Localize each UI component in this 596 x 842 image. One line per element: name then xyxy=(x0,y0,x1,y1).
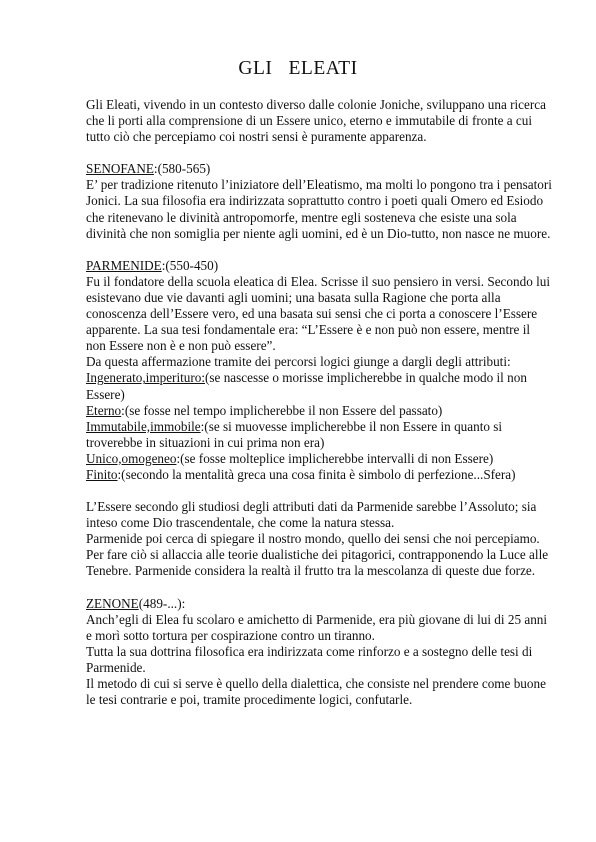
parmenide-name: PARMENIDE xyxy=(86,257,162,273)
page-title: GLI ELEATI xyxy=(238,58,358,79)
zenone-line: Il metodo di cui si serve è quello della dialettica, che consiste nel prendere come buone le tesi contrarie e poi, tramite procedimente logici, confutarle. xyxy=(86,676,546,708)
parmenide-heading xyxy=(86,258,552,274)
senofane-dates: :(580-565) xyxy=(153,161,211,177)
attribute-term: Immutabile,immobile xyxy=(86,418,201,434)
zenone-heading xyxy=(86,596,552,612)
paragraph-gap xyxy=(86,242,552,258)
document-body xyxy=(86,97,552,708)
parmenide-dates: :(550-450) xyxy=(161,257,219,273)
attribute-term: Unico,omogeneo xyxy=(86,450,177,466)
paragraph-gap xyxy=(86,580,552,596)
attribute-desc: :(se fosse molteplice implicherebbe intervalli di non Essere) xyxy=(176,450,494,466)
attribute-item xyxy=(86,451,552,467)
attribute-item xyxy=(86,370,552,402)
parmenide-attributes-intro: Da questa affermazione tramite dei percorsi logici giunge a dargli degli attributi: xyxy=(86,354,511,370)
parmenide-text: Fu il fondatore della scuola eleatica di Elea. Scrisse il suo pensiero in versi. Secondo lui esistevano due vie davanti agli uomini; una basata sulla Ragione che porta alla conoscenza dell’Essere vero, ed una basata sui sensi che ci porta a conoscere l’Essere apparente. La sua tesi fondamentale era: “L’Essere è e non può non essere, mentre il non Essere non è e non può essere”. xyxy=(86,273,551,354)
paragraph-gap xyxy=(86,483,552,499)
attribute-term: Ingenerato,imperituro: xyxy=(86,370,206,386)
attribute-term: Eterno xyxy=(86,402,122,418)
intro-paragraph: Gli Eleati, vivendo in un contesto diverso dalle colonie Joniche, sviluppano una ricerca che li porti alla comprensione di un Essere unico, eterno e immutabile di fronte a cui tutto ciò che percepiamo coi nostri sensi è puramente apparenza. xyxy=(86,97,546,145)
zenone-dates: (489-...): xyxy=(138,595,186,611)
senofane-heading xyxy=(86,161,552,177)
attribute-desc: :(se fosse nel tempo implicherebbe il non Essere del passato) xyxy=(121,402,443,418)
paragraph-gap xyxy=(86,145,552,161)
parmenide-mondo-paragraph: Parmenide poi cerca di spiegare il nostro mondo, quello dei sensi che noi percepiamo. xyxy=(86,531,540,547)
attribute-desc: :(secondo la mentalità greca una cosa finita è simbolo di perfezione...Sfera) xyxy=(117,466,516,482)
zenone-line: Tutta la sua dottrina filosofica era indirizzata come rinforzo e a sostegno delle tesi di Parmenide. xyxy=(86,643,533,675)
attribute-item xyxy=(86,419,552,451)
attribute-item xyxy=(86,467,552,483)
senofane-text: E’ per tradizione ritenuto l’iniziatore dell’Eleatismo, ma molti lo pongono tra i pensatori Jonici. La sua filosofia era indirizzata soprattutto contro i poeti quali Omero ed Esiodo che ritenevano le divinità antropomorfe, mentre egli sosteneva che esiste una sola divinità che non somiglia per niente agli uomini, ed è un Dio-tutto, non nasce ne muore. xyxy=(86,177,552,241)
attribute-desc: (se nascesse o morisse implicherebbe in qualche modo il non Essere) xyxy=(86,370,527,402)
parmenide-essere-paragraph: L’Essere secondo gli studiosi degli attributi dati da Parmenide sarebbe l’Assoluto; sia inteso come Dio trascendentale, che come la natura stessa. xyxy=(86,499,537,531)
zenone-name: ZENONE xyxy=(86,595,139,611)
parmenide-dualismo-paragraph: Per fare ciò si allaccia alle teorie dualistiche dei pitagorici, contrapponendo la Luce alle Tenebre. Parmenide considera la realtà il frutto tra la mescolanza di queste due forze. xyxy=(86,547,549,579)
senofane-name: SENOFANE xyxy=(86,161,154,177)
attribute-term: Finito xyxy=(86,466,118,482)
attribute-desc: :(se si muovesse implicherebbe il non Essere in quanto si troverebbe in situazioni in cui prima non era) xyxy=(86,418,503,450)
zenone-line: Anch’egli di Elea fu scolaro e amichetto di Parmenide, era più giovane di lui di 25 anni e morì sotto tortura per cospirazione contro un tiranno. xyxy=(86,611,548,643)
attribute-item xyxy=(86,403,552,419)
